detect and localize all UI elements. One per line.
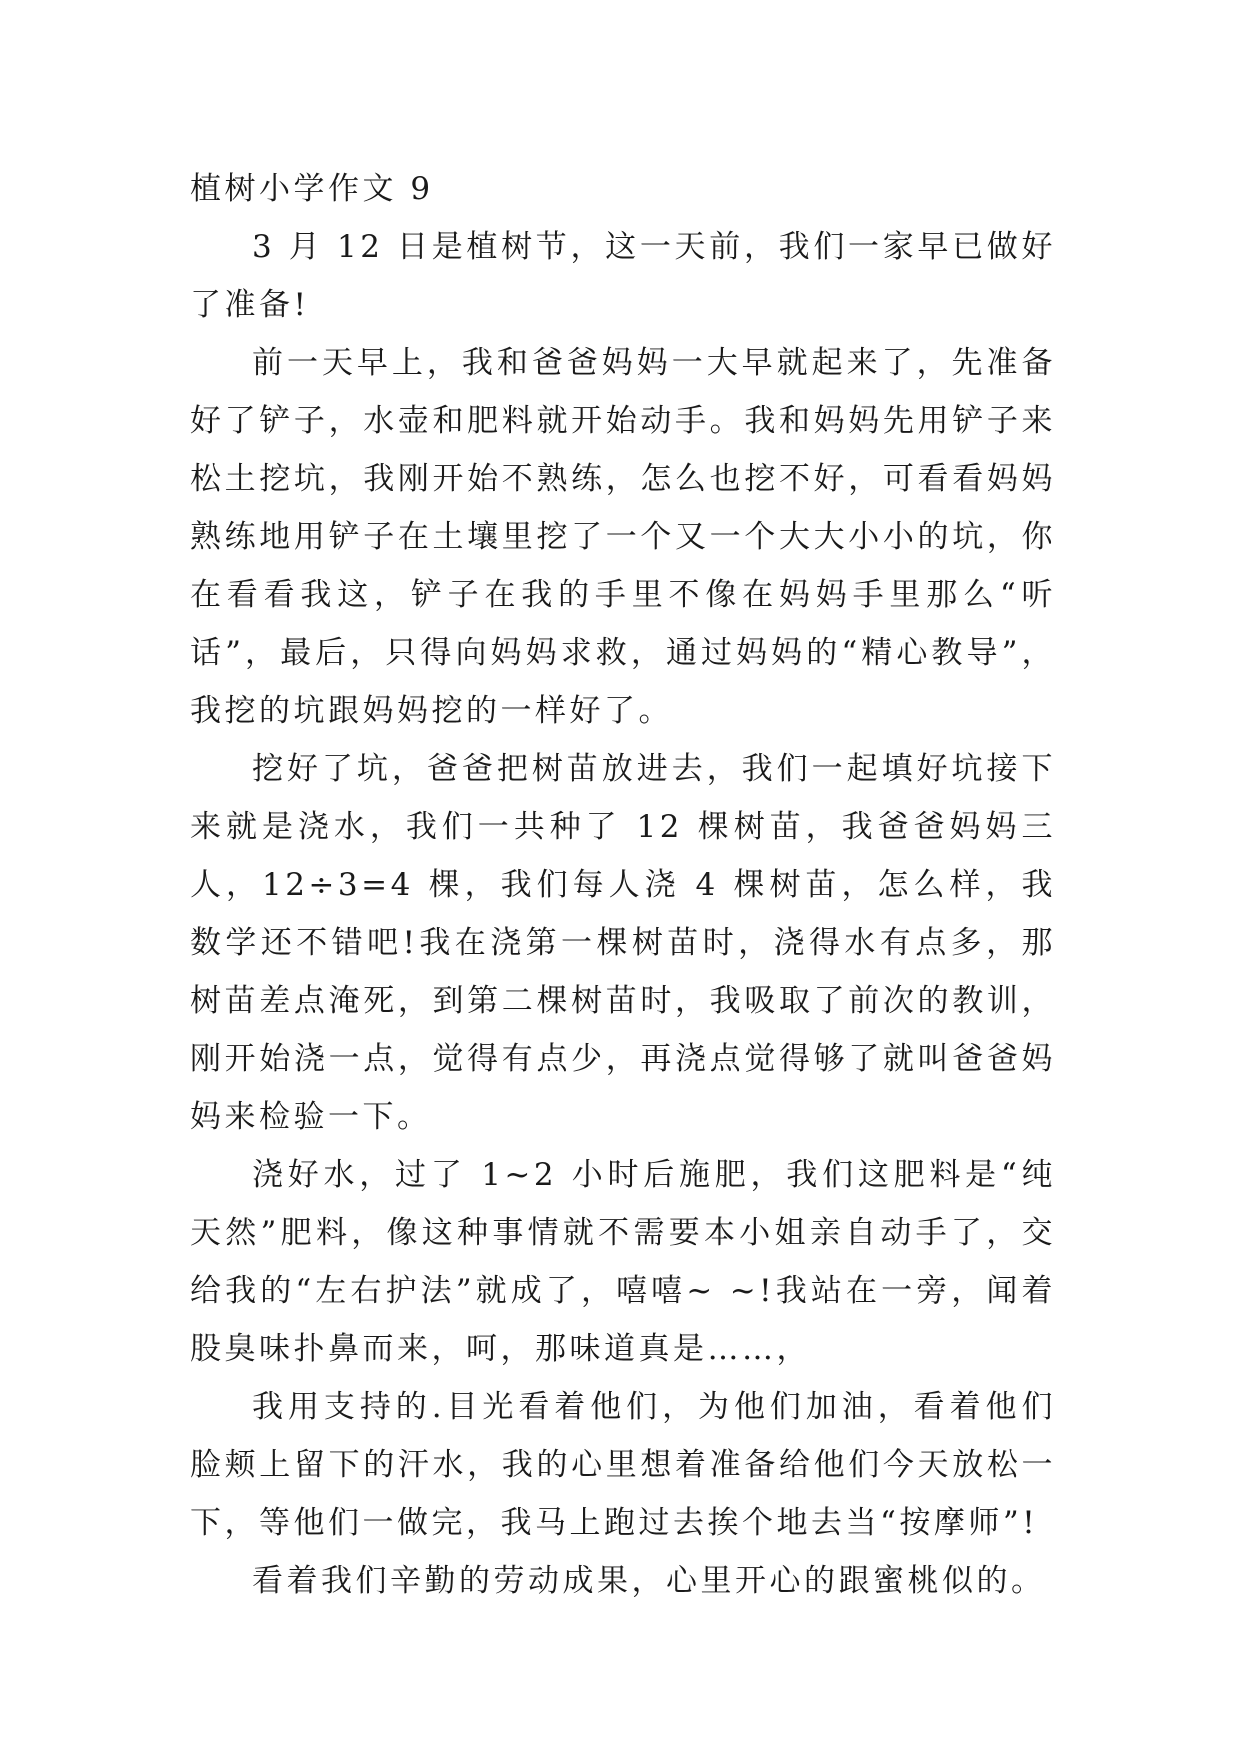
paragraph: 3 月 12 日是植树节，这一天前，我们一家早已做好了准备! — [190, 229, 1056, 323]
paragraph: 浇好水，过了 1~2 小时后施肥，我们这肥料是“纯天然”肥料，像这种事情就不需要本小姐亲自动手了，交给我的“左右护法”就成了，嘻嘻~ ~!我站在一旁，闻着股臭味扑鼻而来，呵，那味道真是……， — [190, 1157, 1056, 1367]
paragraph: 前一天早上，我和爸爸妈妈一大早就起来了，先准备好了铲子，水壶和肥料就开始动手。我和妈妈先用铲子来松土挖坑，我刚开始不熟练，怎么也挖不好，可看看妈妈熟练地用铲子在土壤里挖了一个又一个大大小小的坑，你在看看我这，铲子在我的手里不像在妈妈手里那么“听话”，最后，只得向妈妈求救，通过妈妈的“精心教导”，我挖的坑跟妈妈挖的一样好了。 — [190, 345, 1056, 729]
essay-title: 植树小学作文 9 — [190, 171, 434, 207]
paragraph: 我用支持的.目光看着他们，为他们加油，看着他们脸颊上留下的汗水，我的心里想着准备给他们今天放松一下，等他们一做完，我马上跑过去挨个地去当“按摩师”! — [190, 1389, 1056, 1541]
paragraph: 看着我们辛勤的劳动成果，心里开心的跟蜜桃似的。 — [252, 1563, 1046, 1599]
essay-body — [190, 160, 1056, 1610]
paragraph: 挖好了坑，爸爸把树苗放进去，我们一起填好坑接下来就是浇水，我们一共种了 12 棵树苗，我爸爸妈妈三人，12÷3=4 棵，我们每人浇 4 棵树苗，怎么样，我数学还不错吧!我在浇第一棵树苗时，浇得水有点多，那树苗差点淹死，到第二棵树苗时，我吸取了前次的教训，刚开始浇一点，觉得有点少，再浇点觉得够了就叫爸爸妈妈来检验一下。 — [190, 751, 1056, 1135]
